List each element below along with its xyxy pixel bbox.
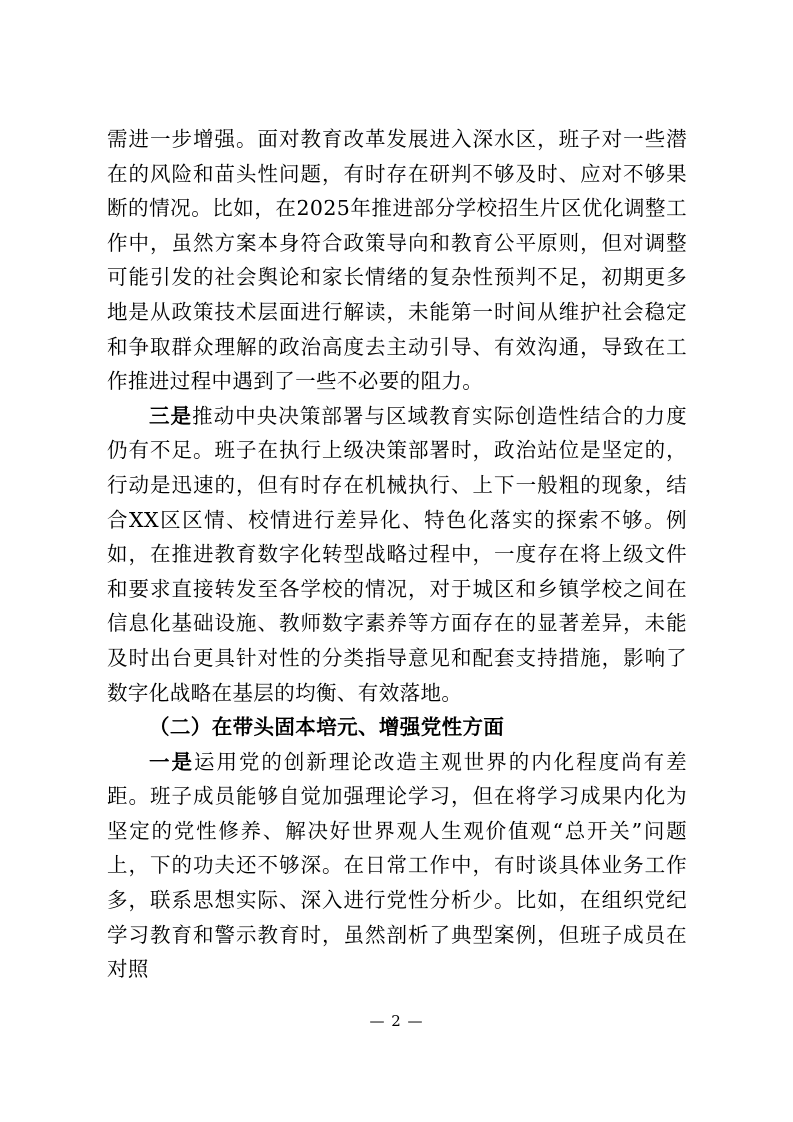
point-one-text: 运用党的创新理论改造主观世界的内化程度尚有差距。班子成员能够自觉加强理论学习，但在将学习成果内化为坚定的党性修养、解决好世界观人生观价值观“总开关”问题上，下的功夫还不够深。在日常工作中，有时谈具体业务工作多，联系思想实际、深入进行党性分析少。比如，在组织党纪学习教育和警示教育时，虽然剖析了典型案例，但班子成员在对照: [107, 749, 687, 982]
point-three-lead: 三是: [149, 403, 193, 428]
paragraph-point-one: [107, 745, 687, 987]
point-three-text: 推动中央决策部署与区域教育实际创造性结合的力度仍有不足。班子在执行上级决策部署时，政治站位是坚定的，行动是迅速的，但有时存在机械执行、上下一般粗的现象，结合XX区区情、校情进行差异化、特色化落实的探索不够。例如，在推进教育数字化转型战略过程中，一度存在将上级文件和要求直接转发至各学校的情况，对于城区和乡镇学校之间在信息化基础设施、教师数字素养等方面存在的显著差异，未能及时出台更具针对性的分类指导意见和配套支持措施，影响了数字化战略在基层的均衡、有效落地。: [107, 403, 687, 705]
continuation-paragraph: 需进一步增强。面对教育改革发展进入深水区，班子对一些潜在的风险和苗头性问题，有时存在研判不够及时、应对不够果断的情况。比如，在2025年推进部分学校招生片区优化调整工作中，虽然方案本身符合政策导向和教育公平原则，但对调整可能引发的社会舆论和家长情绪的复杂性预判不足，初期更多地是从政策技术层面进行解读，未能第一时间从维护社会稳定和争取群众理解的政治高度去主动引导、有效沟通，导致在工作推进过程中遇到了一些不必要的阻力。: [107, 127, 687, 394]
paragraph-point-three: [107, 399, 687, 710]
point-one-lead: 一是: [149, 749, 194, 774]
document-body: [107, 122, 687, 987]
page-number: — 2 —: [369, 1012, 424, 1030]
section-heading: （二）在带头固本培元、增强党性方面: [149, 715, 505, 740]
